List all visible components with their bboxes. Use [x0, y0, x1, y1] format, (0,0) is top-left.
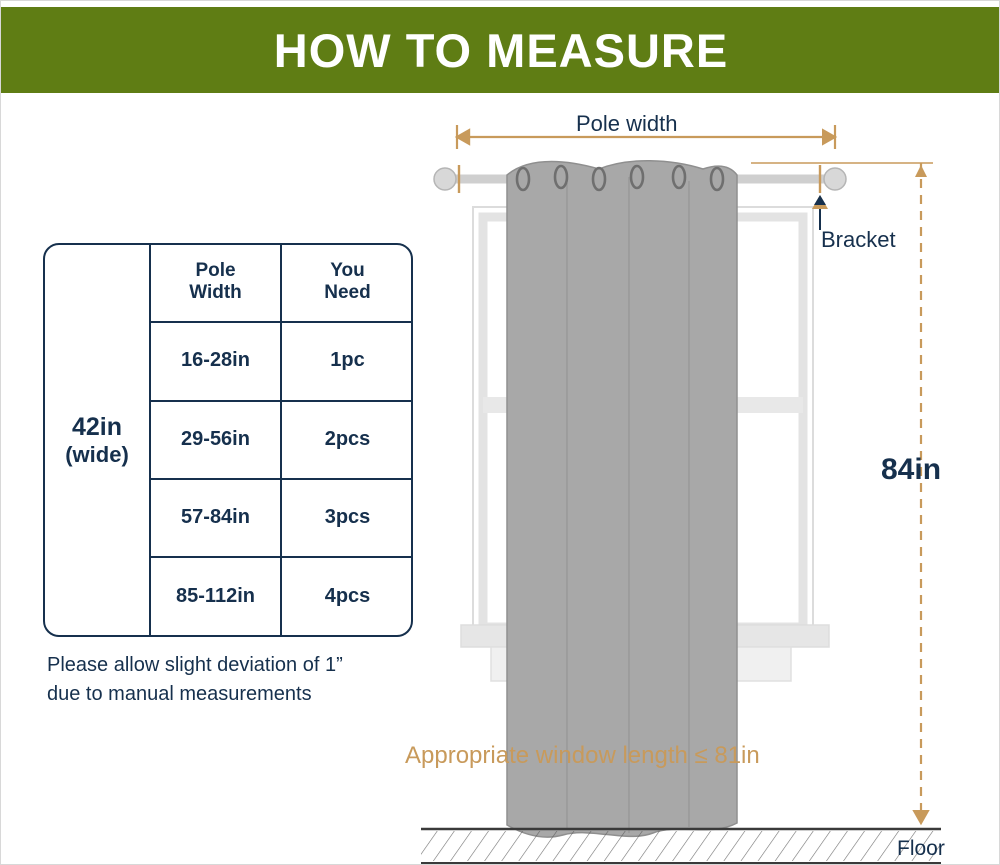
page-title: HOW TO MEASURE — [273, 23, 729, 77]
header-banner — [1, 7, 1000, 93]
side-label-sub: (wide) — [65, 441, 129, 467]
table-side-label — [43, 243, 151, 637]
side-label-main: 42in — [71, 412, 123, 441]
table-cell-you-need: 1pc — [330, 349, 365, 371]
label-floor: Floor — [897, 837, 945, 860]
header-line-2: Width — [189, 282, 242, 303]
label-height: 84in — [881, 453, 942, 486]
label-pole-width: Pole width — [576, 111, 678, 136]
table-cell-you-need: 3pcs — [324, 505, 371, 528]
label-bracket: Bracket — [821, 227, 896, 252]
curtain-panel — [507, 161, 737, 837]
pole-width-table — [43, 243, 413, 637]
table-cell-pole-width: 16-28in — [181, 349, 250, 371]
table-header-you-need — [282, 243, 413, 321]
table-cell-pole-width: 29-56in — [181, 427, 250, 450]
floor — [421, 829, 941, 863]
table-header-pole-width — [151, 243, 280, 321]
label-appropriate-window-length: Appropriate window length ≤ 81in — [405, 742, 760, 769]
header-line-1: Pole — [195, 260, 236, 282]
table-cell-pole-width: 85-112in — [176, 585, 255, 607]
note-line-1: Please allow slight deviation of 1” — [47, 654, 343, 676]
header-line-2: Need — [324, 282, 371, 303]
measurement-note — [47, 651, 447, 709]
note-line-2: due to manual measurements — [47, 683, 312, 705]
header-line-1: You — [330, 260, 365, 282]
table-cell-you-need: 2pcs — [324, 427, 371, 450]
table-cell-you-need: 4pcs — [324, 585, 371, 607]
table-cell-pole-width: 57-84in — [181, 505, 250, 528]
